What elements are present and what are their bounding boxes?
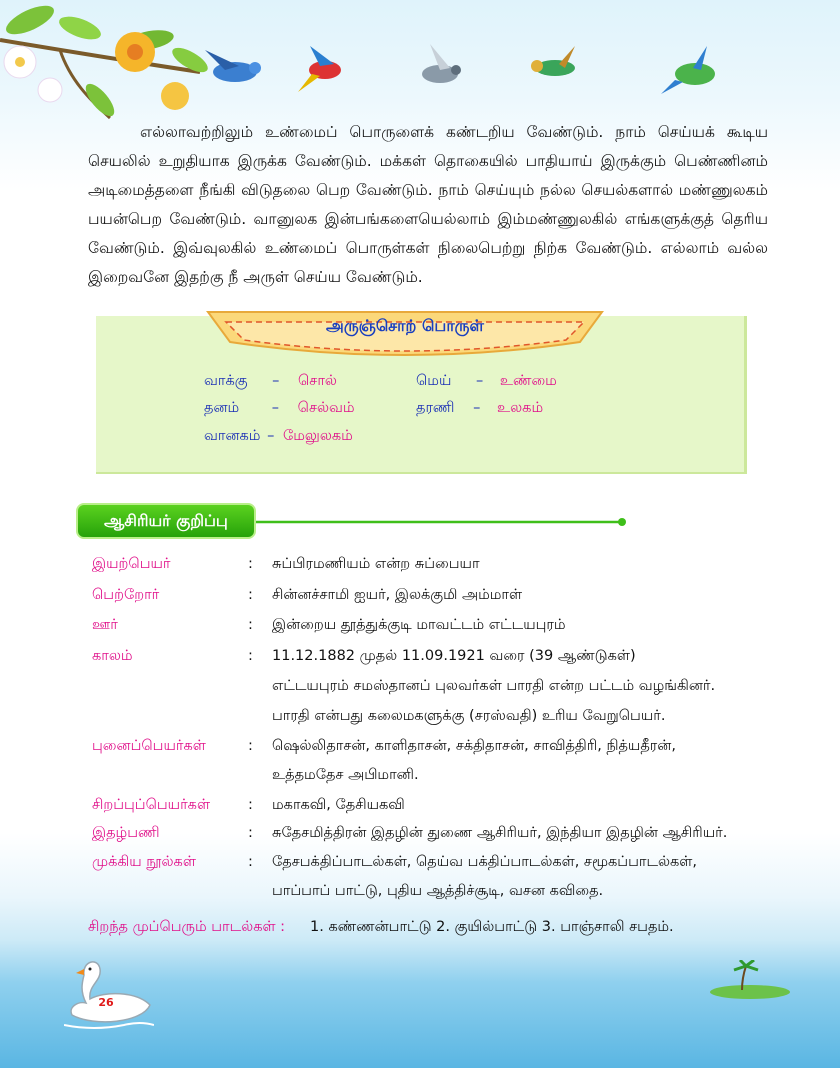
- intro-paragraph: எல்லாவற்றிலும் உண்மைப் பொருளைக் கண்டறிய வேண்டும். நாம் செய்யக் கூடிய செயலில் உறுதியாக இருக்க வேண்டும். மக்கள் தொகையில் பாதியாய் இருக்கும் பெண்ணினம் அடிமைத்தளை நீங்கி விடுதலை பெற வேண்டும். நாம் செய்யும் நல்ல செயல்களால் மண்ணுலகம் பயன்பெற வேண்டும். வானுலக இன்பங்களையெல்லாம் இம்மண்ணுலகில் எங்களுக்குத் தெரிய வேண்டும். இவ்வுலகில் உண்மைப் பொருள்கள் நிலைபெற்று நிற்க வேண்டும். எல்லாம் வல்ல இறைவனே இதற்கு நீ அருள் செய்ய வேண்டும்.: [88, 123, 768, 286]
- author-row-value: இன்றைய தூத்துக்குடி மாவட்டம் எட்டயபுரம்: [272, 617, 566, 633]
- glossary-meaning: உலகம்: [496, 400, 544, 416]
- author-row-label: காலம்: [92, 648, 133, 664]
- glossary-word: வாக்கு: [204, 373, 248, 389]
- author-row-label: முக்கிய நூல்கள்: [92, 854, 196, 870]
- author-row-value: பாப்பாப் பாட்டு, புதிய ஆத்திச்சூடி, வசன கவிதை.: [272, 883, 604, 899]
- glossary-title: அருஞ்சொற் பொருள்: [326, 316, 484, 335]
- glossary-meaning: சொல்: [298, 373, 337, 389]
- author-row-value: எட்டயபுரம் சமஸ்தானப் புலவர்கள் பாரதி என்ற பட்டம் வழங்கினர்.: [272, 678, 716, 694]
- author-row-colon: :: [248, 825, 253, 841]
- author-row-value: சுப்பிரமணியம் என்ற சுப்பையா: [272, 556, 480, 572]
- glossary-dash: –: [272, 373, 280, 389]
- glossary-entry: [204, 400, 355, 418]
- glossary-entry: [416, 373, 557, 391]
- author-row-colon: :: [248, 854, 253, 870]
- author-note-divider: [256, 518, 628, 526]
- author-row-label: சிறப்புப்பெயர்கள்: [92, 797, 211, 813]
- island-illustration: [700, 960, 800, 1000]
- glossary-entry: [204, 428, 353, 446]
- author-row-label: இயற்பெயர்: [92, 556, 171, 572]
- bird-illustration: [400, 40, 480, 100]
- author-row-label: பெற்றோர்: [92, 587, 160, 603]
- author-row-colon: :: [248, 587, 253, 603]
- author-note-title: ஆசிரியர் குறிப்பு: [104, 511, 228, 530]
- glossary-entry: [204, 373, 337, 391]
- glossary-meaning: செல்வம்: [297, 400, 355, 416]
- glossary-word: தனம்: [204, 400, 240, 416]
- author-row-colon: :: [248, 556, 253, 572]
- author-row-value: ஷெல்லிதாசன், காளிதாசன், சக்திதாசன், சாவித்திரி, நித்யதீரன்,: [272, 738, 676, 754]
- author-row-value: மகாகவி, தேசியகவி: [272, 797, 405, 813]
- glossary-dash: –: [476, 373, 484, 389]
- page-number: 26: [98, 996, 114, 1009]
- bird-illustration: [290, 40, 370, 100]
- glossary-word: மெய்: [416, 373, 452, 389]
- glossary-dash: –: [267, 428, 275, 444]
- author-row-label: ஊர்: [92, 617, 118, 633]
- glossary-dash: –: [271, 400, 280, 416]
- author-row-value: சின்னச்சாமி ஐயர், இலக்குமி அம்மாள்: [272, 587, 523, 603]
- glossary-word: வானகம்: [204, 428, 261, 444]
- author-row-label: இதழ்பணி: [92, 825, 160, 841]
- author-row-value: பாரதி என்பது கலைமகளுக்கு (சரஸ்வதி) உரிய வேறுபெயர்.: [272, 708, 666, 724]
- author-row-value: தேசபக்திப்பாடல்கள், தெய்வ பக்திப்பாடல்கள், சமூகப்பாடல்கள்,: [272, 854, 697, 870]
- author-row-colon: :: [248, 797, 253, 813]
- glossary-word: தரணி: [416, 400, 455, 416]
- swan-illustration: [64, 955, 154, 1031]
- glossary-entry: [416, 400, 543, 418]
- bird-illustration: [515, 40, 595, 100]
- author-row-colon: :: [248, 738, 253, 754]
- famous-songs-value: 1. கண்ணன்பாட்டு 2. குயில்பாட்டு 3. பாஞ்சாலி சபதம்.: [310, 919, 674, 935]
- author-row-label: புனைப்பெயர்கள்: [92, 738, 206, 754]
- bird-illustration: [655, 40, 735, 100]
- author-row-colon: :: [248, 648, 253, 664]
- famous-songs-label: சிறந்த முப்பெரும் பாடல்கள் :: [88, 919, 286, 935]
- author-row-colon: :: [248, 617, 253, 633]
- author-row-value: உத்தமதேச அபிமானி.: [272, 767, 419, 783]
- bird-illustration: [195, 40, 275, 100]
- glossary-meaning: மேலுலகம்: [282, 428, 353, 444]
- author-row-value: 11.12.1882 முதல் 11.09.1921 வரை (39 ஆண்டுகள்): [272, 648, 636, 664]
- glossary-meaning: உண்மை: [499, 373, 557, 389]
- author-row-value: சுதேசமித்திரன் இதழின் துணை ஆசிரியர், இந்தியா இதழின் ஆசிரியர்.: [272, 825, 728, 841]
- glossary-dash: –: [473, 400, 481, 416]
